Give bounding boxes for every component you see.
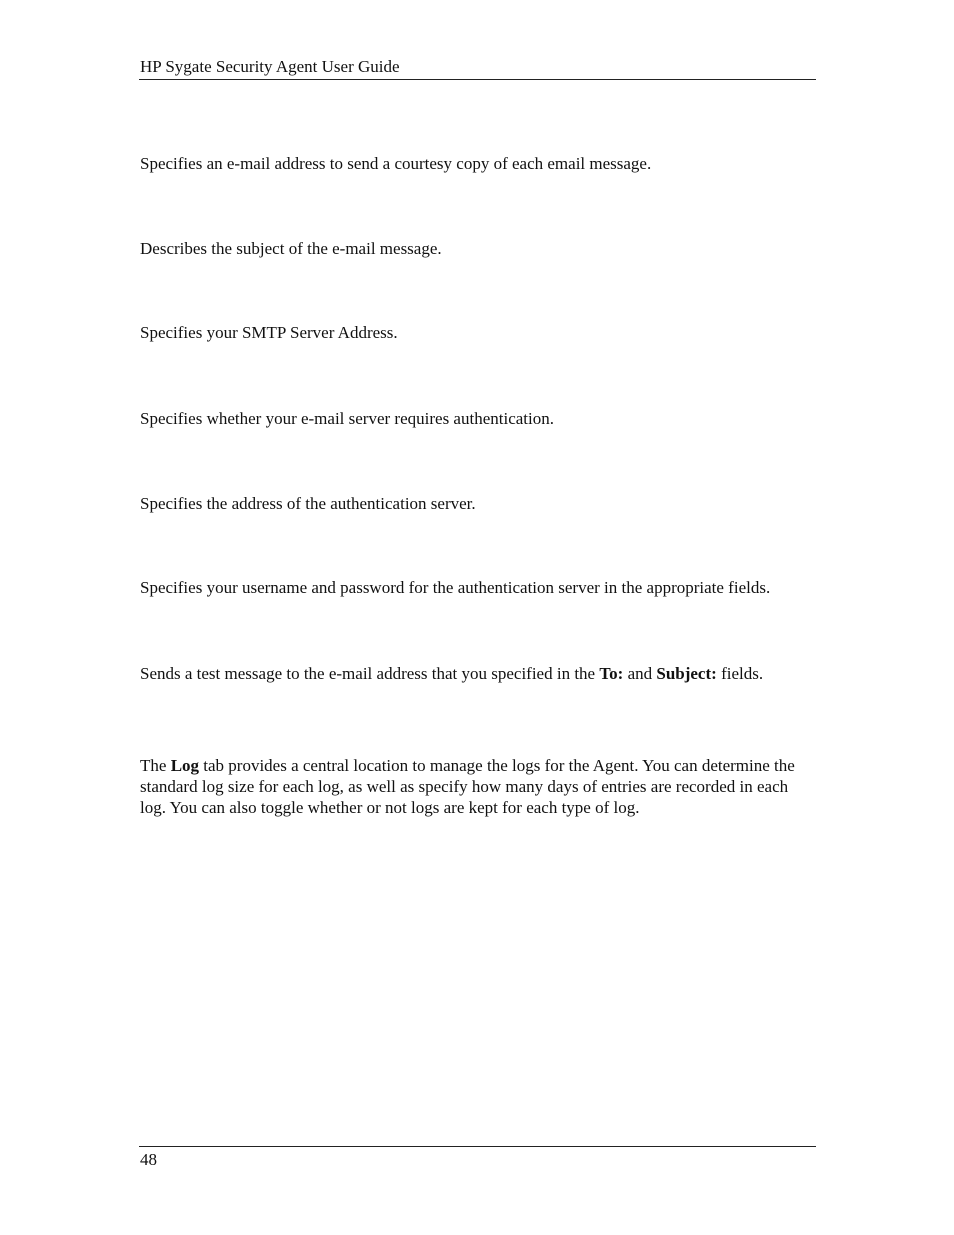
test-text-before: Sends a test message to the e-mail address that you specified in the [140, 664, 600, 683]
log-text-after: tab provides a central location to manage the logs for the Agent. You can determine the standard log size for each log, as well as specify how many days of entries are recorded in each log. You can also toggle whether or not logs are kept for each type of log. [140, 756, 795, 817]
log-text-before: The [140, 756, 171, 775]
authentication-required-description: Specifies whether your e-mail server requires authentication. [140, 409, 554, 428]
page-number: 48 [140, 1150, 157, 1169]
subject-description: Describes the subject of the e-mail message. [140, 239, 442, 258]
footer-rule [139, 1146, 816, 1147]
test-message-description [140, 663, 820, 684]
cc-description: Specifies an e-mail address to send a courtesy copy of each email message. [140, 154, 652, 173]
log-tab-paragraph [140, 755, 812, 818]
authentication-server-description: Specifies the address of the authentication server. [140, 494, 476, 513]
subject-field-label: Subject: [656, 664, 717, 683]
to-field-label: To: [599, 664, 624, 683]
test-text-after: fields. [716, 664, 764, 683]
test-text-and: and [623, 664, 657, 683]
log-tab-label: Log [170, 756, 200, 775]
username-password-description: Specifies your username and password for the authentication server in the appropriate fields. [140, 578, 771, 597]
smtp-server-description: Specifies your SMTP Server Address. [140, 323, 398, 342]
running-header: HP Sygate Security Agent User Guide [140, 57, 400, 76]
header-rule [139, 79, 816, 80]
